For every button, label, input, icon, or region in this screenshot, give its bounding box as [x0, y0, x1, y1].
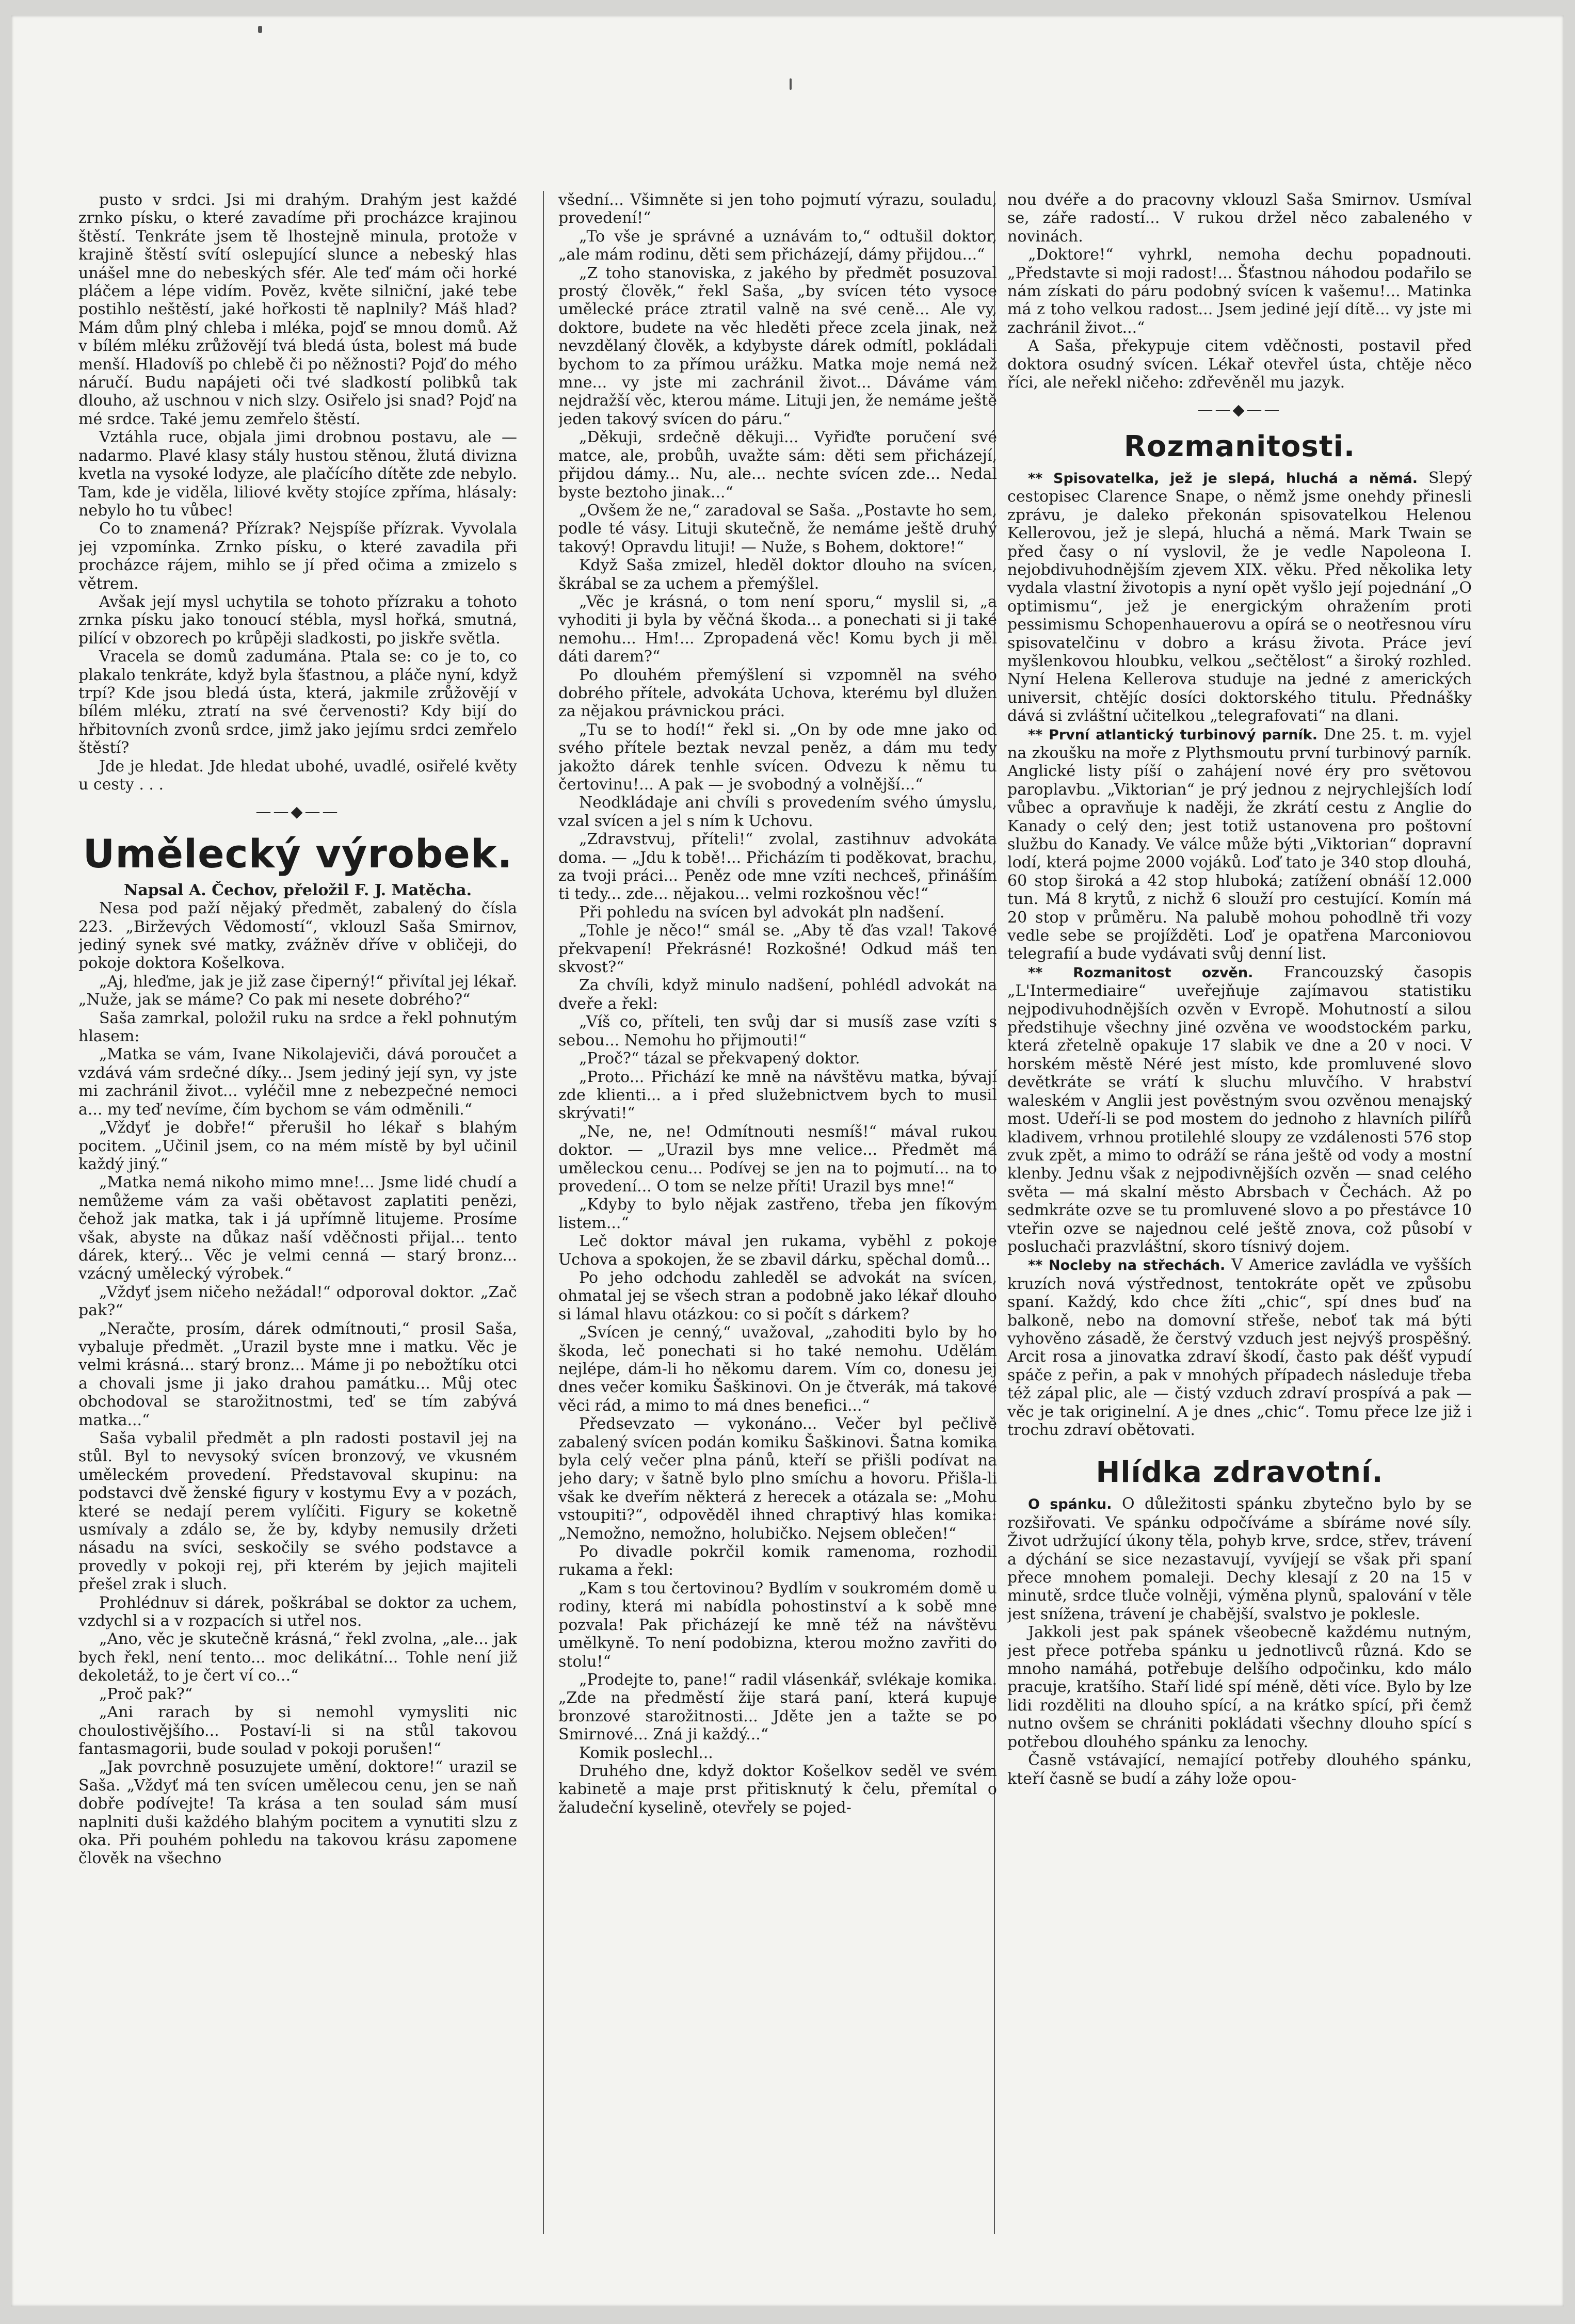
paragraph: Co to znamená? Přízrak? Nejspíše přízrak. Vyvolala jej vzpomínka. Zrnko písku, o které zavadila při procházce rájem, mihlo se jí před očima a zmizelo s větrem.	[78, 520, 517, 593]
paragraph: „Víš co, příteli, ten svůj dar si musíš zase vzíti s sebou... Nemohu ho přijmouti!“	[558, 1013, 997, 1050]
paragraph: „Matka nemá nikoho mimo mne!... Jsme lidé chudí a nemůžeme vám za vaši obětavost zaplatiti penězi, čehož jak matka, tak i já upřímně litujeme. Prosíme však, abyste na důkaz naší vděčnosti přijal... tento dárek, který... Věc je velmi cenná — starý bronz... vzácný umělecký výrobek.“	[78, 1173, 517, 1283]
paragraph: Po dlouhém přemýšlení si vzpomněl na svého dobrého přítele, advokáta Uchova, kterému byl dlužen za nějakou právnickou práci.	[558, 666, 997, 721]
column-3	[1007, 191, 1472, 2306]
newspaper-page	[11, 15, 1564, 2306]
paragraph: „Ovšem že ne,“ zaradoval se Saša. „Postavte ho sem, podle té vásy. Lituji skutečně, že nemáme ještě druhý takový! Opravdu lituji! — Nuže, s Bohem, doktore!“	[558, 501, 997, 556]
misc-section-title: Rozmanitosti.	[1123, 429, 1356, 463]
paragraph: Jde je hledat. Jde hledat ubohé, uvadlé, osiřelé květy u cesty . . .	[78, 757, 517, 794]
paragraph: Druhého dne, když doktor Košelkov seděl ve svém kabinetě a maje prst přitisknutý k čelu, přemítal o žaludeční kyselině, otevřely se pojed-	[558, 1762, 997, 1817]
story-title: Umělecký výrobek.	[83, 830, 513, 877]
column-2	[558, 191, 997, 2306]
paragraph: Avšak její mysl uchytila se tohoto přízraku a tohoto zrnka písku jako tonoucí stébla, mysl hořká, smutná, pilící v obzorech po krůpěji sladkosti, po jiskře světla.	[78, 592, 517, 648]
paragraph: „Kdyby to bylo nějak zastřeno, třeba jen fíkovým listem...“	[558, 1196, 997, 1232]
paragraph: Prohlédnuv si dárek, poškrábal se doktor za uchem, vzdychl si a v rozpacích si utřel nos.	[78, 1593, 517, 1631]
health-section-title: Hlídka zdravotní.	[1096, 1456, 1384, 1490]
paragraph: „Prodejte to, pane!“ radil vlásenkář, svlékaje komika. „Zde na předměstí žije stará paní, která kupuje bronzové starožitnosti... Jděte jen a tažte se po Smirnové... Zná ji každý...“	[558, 1670, 997, 1744]
paragraph: Komik poslechl...	[579, 1744, 713, 1762]
health-item	[1007, 1623, 1472, 1751]
paragraph: „Aj, hleďme, jak je již zase čiperný!“ přivítal jej lékař. „Nuže, jak se máme? Co pak mi nesete dobrého?“	[78, 972, 517, 1009]
paragraph: Při pohledu na svícen byl advokát pln nadšení.	[579, 903, 945, 922]
paragraph: „Jak povrchně posuzujete umění, doktore!“ urazil se Saša. „Vždyť má ten svícen umělecou cenu, jen se naň dobře podívejte! Ta krása a ten soulad sám musí naplniti duši každého blahým pocitem a vynutiti slzu z oka. Při pouhém pohledu na takovou krásu zapomene člověk na všechno	[78, 1758, 517, 1868]
misc-item	[1007, 725, 1472, 963]
paragraph: Leč doktor mával jen rukama, vyběhl z pokoje Uchova a spokojen, že se zbavil dárku, spěchal domů...	[558, 1232, 997, 1269]
paragraph: A Saša, překypuje citem vděčnosti, postavil před doktora osudný svícen. Lékař otevřel ústa, chtěje něco říci, ale neřekl ničeho: zdřevěněl mu jazyk.	[1007, 337, 1472, 392]
misc-item-lead: ** První atlantický turbinový parník.	[1028, 727, 1317, 743]
misc-item-text: Francouzský časopis „L'Intermediaire“ uveřejňuje zajímavou statistiku nejpodivuhodnějších ozvěn v Evropě. Mohutností a silou předstihuje všechny jiné ozvěna ve woodstockém parku, která zřetelně opakuje 17 slabik ve dne a 20 v noci. V horském městě Néré jest místo, kde promluvené slovo devětkráte se vrátí k sluchu mluvčího. V hrabství waleském v Anglii jest pověstným svou ozvěnou menajský most. Udeří-li se pod mostem do jednoho z hlavních pilířů kladivem, vrhnou protilehlé sloupy ze vzdálenosti 576 stop zvuk zpět, a mimo to odráží se rána ještě od vody a mostní klenby. Jednu však z nejpodivnějších ozvěn — snad celého světa — má skalní město Abrsbach v Čechách. Až po sedmkráte ozve se tu promluvené slovo a po přestávce 10 vteřin ozve se najednou celé ještě znova, což působí v posluchači prazvláštní, skoro tísnivý dojem.	[1007, 963, 1472, 1256]
column-1	[78, 191, 517, 2306]
paragraph: pusto v srdci. Jsi mi drahým. Drahým jest každé zrnko písku, o které zavadíme při procházce krajinou štěstí. Tenkráte jsem tě lhostejně minula, protože v krajině štěstí svítí oslepující slunce a nebeský hlas unášel mne do nebeských sfér. Ale teď mám oči horké pláčem a lépe vidím. Pověz, květe silniční, jaké tebe postihlo neštěstí, jaké hořkosti tě naplnily? Máš hlad? Mám dům plný chleba i mléka, pojď se mnou domů. Až v bílém mléku zrůžovějí tvá bledá ústa, bolest má bude menší. Hladovíš po chlebě či po něžnosti? Pojď do mého náručí. Budu napájeti oči tvé sladkostí polibků tak dlouho, až uschnou v nich slzy. Osiřelo jsi snad? Pojď na mé srdce. Také jemu zemřelo štěstí.	[78, 191, 517, 428]
page-blemish-mark	[790, 78, 792, 90]
paragraph: „Vždyť jsem ničeho nežádal!“ odporoval doktor. „Zač pak?“	[78, 1283, 517, 1320]
paragraph: „Neračte, prosím, dárek odmítnouti,“ prosil Saša, vybaluje předmět. „Urazil byste mne i matku. Věc je velmi krásná... starý bronz... Máme ji po nebožtíku otci a chovali jsme ji jako drahou památku... Můj otec obchodoval se starožitnostmi, teď se tím zabývá matka...“	[78, 1319, 517, 1429]
section-ornament: ——◆——	[1197, 401, 1282, 419]
health-item-text: O důležitosti spánku zbytečno bylo by se rozšiřovati. Ve spánku odpočíváme a sbíráme nové síly. Život udržující úkony těla, pohyb krve, srdce, střev, trávení a dýchání se sice nezastavují, vyvíjejí se však při spaní přece mnohem pomaleji. Dechy klesají z 20 na 15 v minutě, srdce tluče volněji, výměna plynů, spalování v těle jest snížena, trávení je chabější, svalstvo je poklesle.	[1007, 1495, 1472, 1623]
misc-item	[1007, 1256, 1472, 1439]
column-divider	[543, 191, 544, 2234]
paragraph: Nesa pod paží nějaký předmět, zabalený do čísla 223. „Birževých Vědomostí“, vklouzl Saša Smirnov, jediný synek své matky, zvážněv dříve v obličeji, do pokoje doktora Košelkova.	[78, 899, 517, 973]
section-ornament: ——◆——	[255, 803, 340, 821]
paragraph: Za chvíli, když minulo nadšení, pohlédl advokát na dveře a řekl:	[558, 976, 997, 1013]
paragraph: „To vše je správné a uznávám to,“ odtušil doktor, „ale mám rodinu, děti sem přicházejí, dámy přijdou...“	[558, 227, 997, 264]
paragraph: „Ne, ne, ne! Odmítnouti nesmíš!“ mával rukou doktor. — „Urazil bys mne velice... Předmět má uměleckou cenu... Podívej se jen na to pojmutí... na to provedení... O tom se nelze příti! Urazil bys mne!“	[558, 1122, 997, 1196]
story-body	[78, 899, 517, 1868]
paragraph: Když Saša zmizel, hleděl doktor dlouho na svícen, škrábal se za uchem a přemýšlel.	[558, 556, 997, 593]
story-byline: Napsal A. Čechov, přeložil F. J. Matěcha.	[123, 881, 472, 899]
paragraph: „Ani rarach by si nemohl vymysliti nic choulostivějšího... Postaví-li si na stůl takovou fantasmagorii, bude soulad v pokoji porušen!“	[78, 1703, 517, 1758]
paragraph: „Proč pak?“	[99, 1685, 193, 1703]
paragraph: „Proto... Přichází ke mně na návštěvu matka, bývají zde klienti... a i před služebnictvem bych to musil skrývati!“	[558, 1068, 997, 1123]
paragraph: „Tohle je něco!“ smál se. „Aby tě ďas vzal! Takové překvapení! Překrásné! Rozkošné! Odkud máš ten skvost?“	[558, 922, 997, 977]
paragraph: Neodkládaje ani chvíli s provedením svého úmyslu, vzal svícen a jel s ním k Uchovu.	[558, 794, 997, 830]
misc-item-text: V Americe zavládla ve vyšších kruzích nová výstřednost, tentokráte opět ve způsobu spaní. Každý, kdo chce žíti „chic“, spí dnes buď na balkoně, nebo na domovní střeše, neboť tak má býti vyhověno zásadě, že čerstvý vzduch jest nejvýš prospěšný. Arcit rosa a jinovatka zdraví škodí, často pak déšť vypudí spáče z peřin, a pak v mnohých případech následuje třeba též zápal plic, ale — čistý vzduch zdraví prospívá a pak — věc je tak originelní. A je dnes „chic“. Tomu přece lze již i trochu zdraví obětovati.	[1007, 1256, 1472, 1439]
paragraph: Vracela se domů zadumána. Ptala se: co je to, co plakalo tenkráte, když byla šťastnou, a pláče nyní, když trpí? Kde jsou bledá ústa, která, jakmile zrůžovějí v bílém mléku, ztratí na své červenosti? Kdy bijí do hřbitovních zvonů srdce, jimž jako jejímu srdci zemřelo štěstí?	[78, 648, 517, 757]
paragraph: „Svícen je cenný,“ uvažoval, „zahoditi bylo by ho škoda, leč ponechati si ho také nemohu. Udělám nejlépe, dám-li ho někomu darem. Vím co, donesu jej dnes večer komiku Šaškinovi. On je čtverák, má takové věci rád, a mimo to má dnes benefici...“	[558, 1324, 997, 1415]
paragraph: „Věc je krásná, o tom není sporu,“ myslil si, „a vyhoditi ji byla by věčná škoda... a ponechati si ji také nemohu... Hm!... Zpropadená věc! Komu bych ji měl dáti darem?“	[558, 592, 997, 666]
paragraph: Saša zamrkal, položil ruku na srdce a řekl pohnutým hlasem:	[78, 1009, 517, 1046]
paragraph: „Zdravstvuj, příteli!“ zvolal, zastihnuv advokáta doma. — „Jdu k tobě!... Přicházím ti poděkovat, brachu, za tvoji práci... Peněz ode mne vzíti nechceš, přináším ti tedy... zde... nějakou... velmi rozkošnou věc!“	[558, 830, 997, 903]
paragraph: všední... Všimněte si jen toho pojmutí výrazu, souladu, provedení!“	[558, 191, 997, 228]
paragraph: nou dvéře a do pracovny vklouzl Saša Smirnov. Usmíval se, záře radostí... V rukou držel něco zabaleného v novinách.	[1007, 191, 1472, 246]
paragraph: „Děkuji, srdečně děkuji... Vyřiďte poručení své matce, ale, probůh, uvažte sám: děti sem přicházejí, přijdou dámy... Nu, ale... nechte svícen zde... Nedal byste beztoho jinak...“	[558, 428, 997, 502]
paragraph: „Ano, věc je skutečně krásná,“ řekl zvolna, „ale... jak bych řekl, není tento... moc delikátní... Tohle není již dekoletáž, to je čert ví co...“	[78, 1630, 517, 1685]
misc-item	[1007, 963, 1472, 1256]
misc-item-text: Dne 25. t. m. vyjel na zkoušku na moře z Plythsmoutu první turbinový parník. Anglické listy píší o zahájení nové éry pro světovou paroplavbu. „Viktorian“ je prý jednou z nejrychlejších lodí vůbec a opravňuje k naději, že zkrátí cestu z Anglie do Kanady o celý den; jest totiž ustanovena pro poštovní službu do Kanady. Ve válce může býti „Viktorian“ dopravní lodí, která pojme 2000 vojáků. Loď tato je 340 stop dlouhá, 60 stop široká a 42 stop hluboká; zatížení obnáší 12.000 tun. Má 8 krytů, z nichž 6 slouží pro cestující. Komín má 20 stop v průměru. Na palubě mohou pohodlně tři vozy vedle sebe se projížděti. Loď je opatřena Marconiovou telegrafií a bude vydávati svůj denní list.	[1007, 725, 1472, 963]
misc-item-lead: ** Spisovatelka, jež je slepá, hluchá a němá.	[1028, 470, 1418, 487]
health-item-text: Jakkoli jest pak spánek všeobecně každému nutným, jest přece potřeba spánku u jednotlivců různá. Kdo se mnoho namáhá, potřebuje delšího odpočinku, kdo málo pracuje, kratšího. Staří lidé spí méně, děti více. Bylo by lze lidi rozděliti na dlouho spící, a na krátko spící, při čemž nutno ovšem se chrániti pokládati všechny dlouho spící s potřebou dlouhého spánku za lenochy.	[1007, 1623, 1472, 1751]
paragraph: „Tu se to hodí!“ řekl si. „On by ode mne jako od svého přítele beztak nevzal peněz, a dám mu tedy jakožto dárek tenhle svícen. Odvezu k němu tu čertovinu!... A pak — je svobodný a volnější...“	[558, 720, 997, 794]
page-blemish-mark	[258, 26, 262, 33]
paragraph: Po jeho odchodu zahleděl se advokát na svícen, ohmatal jej se všech stran a podobně jako lékař dlouho si lámal hlavu otázkou: co si počít s dárkem?	[558, 1268, 997, 1324]
paragraph: Předsevzato — vykonáno... Večer byl pečlivě zabalený svícen podán komiku Šaškinovi. Šatna komika byla celý večer plna pánů, kteří se přišli podívat na jeho dary; v šatně bylo plno smíchu a hovoru. Přišla-li však ke dveřím některá z herecek a otázala se: „Mohu vstoupiti?“, odpověděl ihned chraptivý hlas komika: „Nemožno, nemožno, holubičko. Nejsem oblečen!“	[558, 1415, 997, 1543]
health-item-lead: O spánku.	[1028, 1496, 1112, 1513]
paragraph: „Proč?“ tázal se překvapený doktor.	[579, 1050, 860, 1068]
paragraph: „Kam s tou čertovinou? Bydlím v soukromém domě u rodiny, která mi nabídla pohostinství a k sobě mne pozvala! Pak přicházejí ke mně též na návštěvu umělkyně. To není podobizna, kterou možno zavřiti do stolu!“	[558, 1579, 997, 1671]
health-item	[1007, 1495, 1472, 1623]
paragraph: „Doktore!“ vyhrkl, nemoha dechu popadnouti. „Představte si moji radost!... Šťastnou náhodou podařilo se nám získati do páru podobný svícen k vašemu!... Matinka má z toho velkou radost... Jsem jediné její dítě... vy jste mi zachránil život...“	[1007, 246, 1472, 337]
paragraph: Saša vybalil předmět a pln radosti postavil jej na stůl. Byl to nevysoký svícen bronzový, ve vkusném uměleckém provedení. Představoval skupinu: na podstavci dvě ženské figury v kostymu Evy a v pozách, které se nedají perem vylíčiti. Figury se koketně usmívaly a zdálo se, že by, kdyby nemusily držeti násadu na svíci, seskočily se svého podstavce a provedly v pokoji rej, při kterém by jejich majiteli přešel zrak i sluch.	[78, 1429, 517, 1594]
health-item	[1007, 1751, 1472, 1788]
paragraph: „Z toho stanoviska, z jakého by předmět posuzoval prostý člověk,“ řekl Saša, „by svícen této vysoce umělecké práce ztratil valně na své ceně... Ale vy, doktore, budete na věc hleděti přece zcela jinak, než nevzdělaný člověk, a kdybyste dárek odmítl, pokládali bychom to za přímou urážku. Matka moje nemá než mne... vy jste mi zachránil život... Dáváme vám nejdražší věc, kterou máme. Lituji jen, že nemáme ještě jeden takový svícen do páru.“	[558, 264, 997, 428]
misc-item-text: Slepý cestopisec Clarence Snape, o němž jsme onehdy přinesli zprávu, je daleko překonán spisovatelkou Helenou Kellerovou, jež je slepá, hluchá a němá. Mark Twain se před časy o ní vyslovil, že je vedle Napoleona I. nejobdivuhodnějším zjevem XIX. věku. Před několika lety vydala vlastní životopis a nyní opět vyšlo její pojednání „O optimismu“, jež je energickým ohražením proti pessimismu Schopenhauerovu a opírá se o neotřesnou víru spisovatelčinu v dobro a krásu života. Práce jeví myšlenkovou hloubku, velkou „sečtělost“ a široký rozhled. Nyní Helena Kellerova studuje na jedné z amerických universit, chtějíc dosíci doktorského titulu. Přednášky dává si zvláštní učitelkou „telegrafovati“ na dlani.	[1007, 469, 1472, 725]
misc-item-lead: ** Rozmanitost ozvěn.	[1028, 964, 1253, 981]
misc-item	[1007, 469, 1472, 725]
paragraph: „Matka se vám, Ivane Nikolajeviči, dává poroučet a vzdává vám srdečné díky... Jsem jediný její syn, vy jste mi zachránil život... vyléčil mne z nebezpečné nemoci a... my teď nevíme, čím bychom se vám odměnili.“	[78, 1045, 517, 1119]
paragraph: Vztáhla ruce, objala jimi drobnou postavu, ale — nadarmo. Plavé klasy stály hustou stěnou, žlutá divizna kvetla na vysoké lodyze, ale plačícího dítěte zde nebylo. Tam, kde je viděla, liliové květy stojíce zpříma, hlásaly: nebylo ho tu vůbec!	[78, 428, 517, 520]
health-item-text: Časně vstávající, nemající potřeby dlouhého spánku, kteří časně se budí a záhy lože opou-	[1007, 1751, 1472, 1788]
misc-item-lead: ** Nocleby na střechách.	[1028, 1257, 1226, 1274]
paragraph: „Vždyť je dobře!“ přerušil ho lékař s blahým pocitem. „Učinil jsem, co na mém místě by byl učinil každý jiný.“	[78, 1119, 517, 1173]
story-ending	[78, 191, 517, 794]
paragraph: Po divadle pokrčil komik ramenoma, rozhodil rukama a řekl:	[558, 1543, 997, 1579]
